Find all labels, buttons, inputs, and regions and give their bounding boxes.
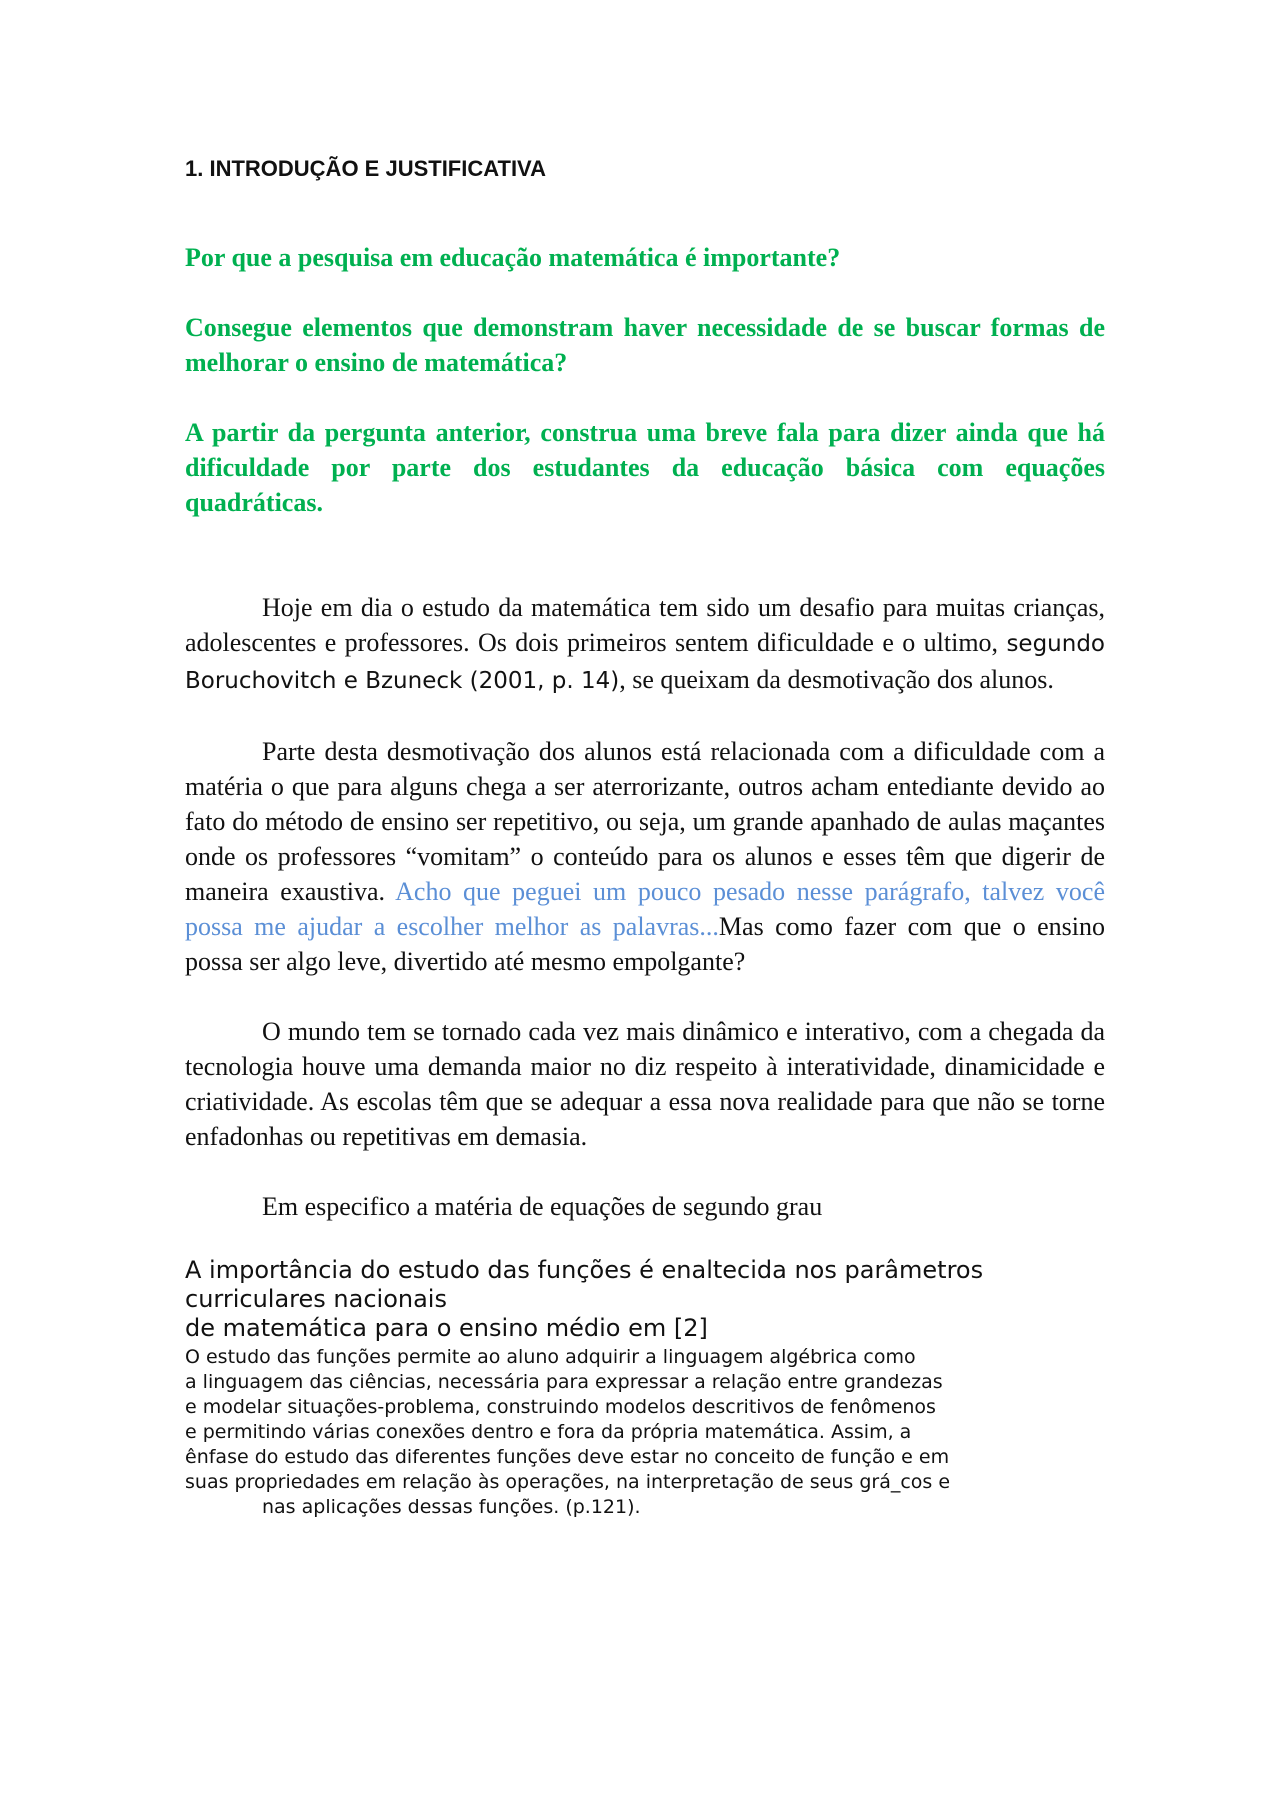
quote-intro-line: de matemática para o ensino médio em [2] bbox=[185, 1314, 708, 1342]
guide-question-2: Consegue elementos que demonstram haver necessidade de se buscar formas de melhorar o ensino de matemática? bbox=[185, 313, 1105, 377]
quote-line: ênfase do estudo das diferentes funções deve estar no conceito de função e em bbox=[185, 1446, 950, 1468]
section-heading: 1. INTRODUÇÃO E JUSTIFICATIVA bbox=[185, 156, 546, 181]
paragraph-2-text-end: Mas como fazer com que o ensino possa ser algo leve, divertido até mesmo empolgante? bbox=[185, 912, 1105, 976]
quote-intro-line: curriculares nacionais bbox=[185, 1285, 447, 1313]
guide-question-1: Por que a pesquisa em educação matemática é importante? bbox=[185, 243, 841, 272]
document-body bbox=[185, 150, 1105, 1520]
citation-boruchovitch-bzuneck: segundo Boruchovitch e Bzuneck (2001, p. 14) bbox=[185, 631, 1105, 694]
quote-line: O estudo das funções permite ao aluno adquirir a linguagem algébrica como bbox=[185, 1346, 916, 1368]
paragraph-1 bbox=[185, 590, 1105, 699]
quote-introduction bbox=[185, 1256, 1085, 1343]
quote-line: suas propriedades em relação às operações, na interpretação de seus grá_cos e bbox=[185, 1471, 951, 1493]
quote-intro-line: A importância do estudo das funções é enaltecida nos parâmetros bbox=[185, 1256, 984, 1284]
paragraph-2-text-start: Parte desta desmotivação dos alunos está relacionada com a dificuldade com a matéria o que para alguns chega a ser aterrorizante, outros acham entediante devido ao fato do método de ensino ser repetitivo, ou seja, um grande apanhado de aulas maçantes onde os professores “vomitam” o conteúdo para os alunos e esses têm que digerir de maneira exaustiva. bbox=[185, 737, 1105, 906]
paragraph-2 bbox=[185, 734, 1105, 979]
quote-line: e modelar situações-problema, construindo modelos descritivos de fenômenos bbox=[185, 1396, 936, 1418]
guide-question-3: A partir da pergunta anterior, construa uma breve fala para dizer ainda que há dificuldade por parte dos estudantes da educação básica com equações quadráticas. bbox=[185, 418, 1105, 517]
pcn-quotation bbox=[185, 1345, 1085, 1520]
paragraph-3: O mundo tem se tornado cada vez mais dinâmico e interativo, com a chegada da tecnologia houve uma demanda maior no diz respeito à interatividade, dinamicidade e criatividade. As escolas têm que se adequar a essa nova realidade para que não se torne enfadonhas ou repetitivas em demasia. bbox=[185, 1017, 1105, 1151]
quote-line: e permitindo várias conexões dentro e fora da própria matemática. Assim, a bbox=[185, 1421, 912, 1443]
author-comment-note: Acho que peguei um pouco pesado nesse parágrafo, talvez você possa me ajudar a escolher melhor as palavras... bbox=[185, 877, 1105, 941]
paragraph-4: Em especifico a matéria de equações de segundo grau bbox=[262, 1192, 823, 1221]
paragraph-1-text-start: Hoje em dia o estudo da matemática tem sido um desafio para muitas crianças, adolescentes e professores. Os dois primeiros sentem dificuldade e o ultimo, bbox=[185, 593, 1105, 657]
paragraph-1-text-end: , se queixam da desmotivação dos alunos. bbox=[619, 665, 1054, 694]
quote-line-last: nas aplicações dessas funções. (p.121). bbox=[262, 1496, 641, 1518]
quote-line: a linguagem das ciências, necessária para expressar a relação entre grandezas bbox=[185, 1371, 943, 1393]
